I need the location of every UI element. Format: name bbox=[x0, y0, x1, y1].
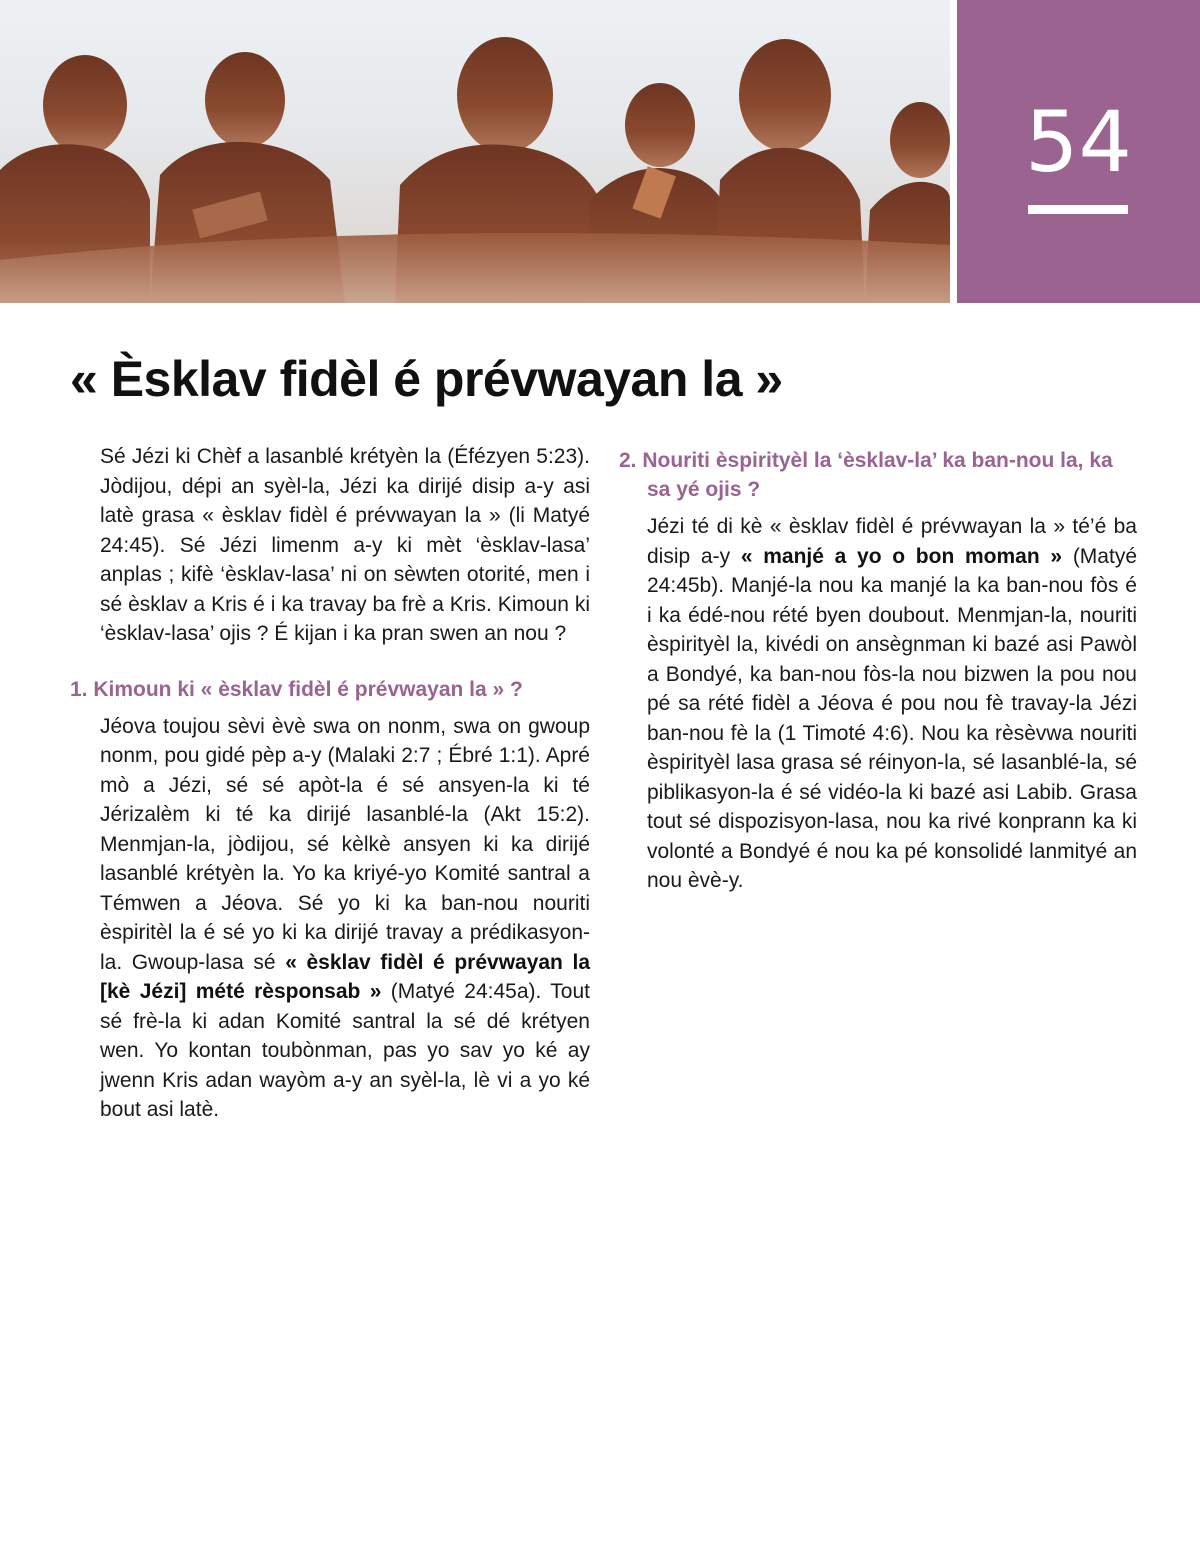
lesson-number: 54 bbox=[1025, 93, 1132, 191]
header-illustration bbox=[0, 0, 950, 303]
left-column bbox=[70, 442, 590, 1125]
question-1-heading: 1. Kimoun ki « èsklav fidèl é prévwayan la » ? bbox=[70, 677, 523, 701]
question-1-answer: Jéova toujou sèvi èvè swa on nonm, swa on gwoup nonm, pou gidé pèp a-y (Malaki 2:7 ; Ébré 1:1). Apré mò a Jézi, sé sé apòt-la é sé ansyen-la ki té Jérizalèm ki té ka dirijé lasanblé-la (Akt 15:2). Menmjan-la, jòdijou, sé kèlkè ansyen ki ka dirijé lasanblé krétyèn la. Yo ka kriyé-yo Komité santral a Témwen a Jéova. Sé yo ki ka ban-nou nouriti èspiritèl la é sé yo ki ka dirijé travay a prédikasyon-la. Gwoup-lasa sé « èsklav fidèl é prévwayan la [kè Jézi] mété rèsponsab » (Matyé 24:45a). Tout sé frè-la ki adan Komité santral la sé dé krétyen wen. Yo kontan toubònman, pas yo sav yo ké ay jwenn Kris adan wayòm a-y an syèl-la, lè vi a yo ké bout asi latè. bbox=[100, 714, 590, 1121]
question-2-emphasis: « manjé a yo o bon moman » bbox=[740, 544, 1063, 568]
page-title: « Èsklav fidèl é prévwayan la » bbox=[70, 351, 783, 407]
lesson-number-underline bbox=[1028, 205, 1128, 214]
question-1-emphasis: « èsklav fidèl é prévwayan la [kè Jézi] mété rèsponsab » bbox=[100, 950, 590, 1003]
question-2-answer: Jézi té di kè « èsklav fidèl é prévwayan la » té’é ba disip a-y « manjé a yo o bon moman » (Matyé 24:45b). Manjé-la nou ka manjé la ka ban-nou fòs é i ka édé-nou rété byen doubout. Menmjan-la, nouriti èspirityèl la, kivédi on ansègnman ki bazé asi Pawòl a Bondyé, ka ban-nou fòs-la nou bizwen la pou nou pé sa rété fidèl a Jéova é pou nou fè travay-la Jézi ban-nou fè la (1 Timoté 4:6). Nou ka rèsèvwa nouriti èspirityèl lasa grasa sé réinyon-la, sé lasanblé-la, sé piblikasyon-la é sé vidéo-la ki bazé asi Labib. Grasa tout sé dispozisyon-lasa, nou ka rivé konprann ka ki volonté a Bondyé é nou ka pé konsolidé lanmityé an nou èvè-y. bbox=[647, 515, 1137, 892]
intro-paragraph: Sé Jézi ki Chèf a lasanblé krétyèn la (Éfézyen 5:23). Jòdijou, dépi an syèl-la, Jézi ka dirijé disip a-y asi latè grasa « èsklav fidèl é prévwayan la » (li Matyé 24:45). Sé Jézi limenm a-y ki mèt ‘èsklav-lasa’ anplas ; kifè ‘èsklav-lasa’ ni on sèwten otorité, men i sé èsklav a Kris é i ka travay ba frè a Kris. Kimoun ki ‘èsklav-lasa’ ojis ? É kijan i ka pran swen an nou ? bbox=[100, 445, 590, 645]
right-column bbox=[617, 446, 1137, 896]
lesson-number-panel bbox=[957, 0, 1200, 303]
men-at-table-silhouette bbox=[0, 0, 950, 303]
question-2-heading: 2. Nouriti èspirityèl la ‘èsklav-la’ ka ban-nou la, ka sa yé ojis ? bbox=[619, 449, 1113, 501]
